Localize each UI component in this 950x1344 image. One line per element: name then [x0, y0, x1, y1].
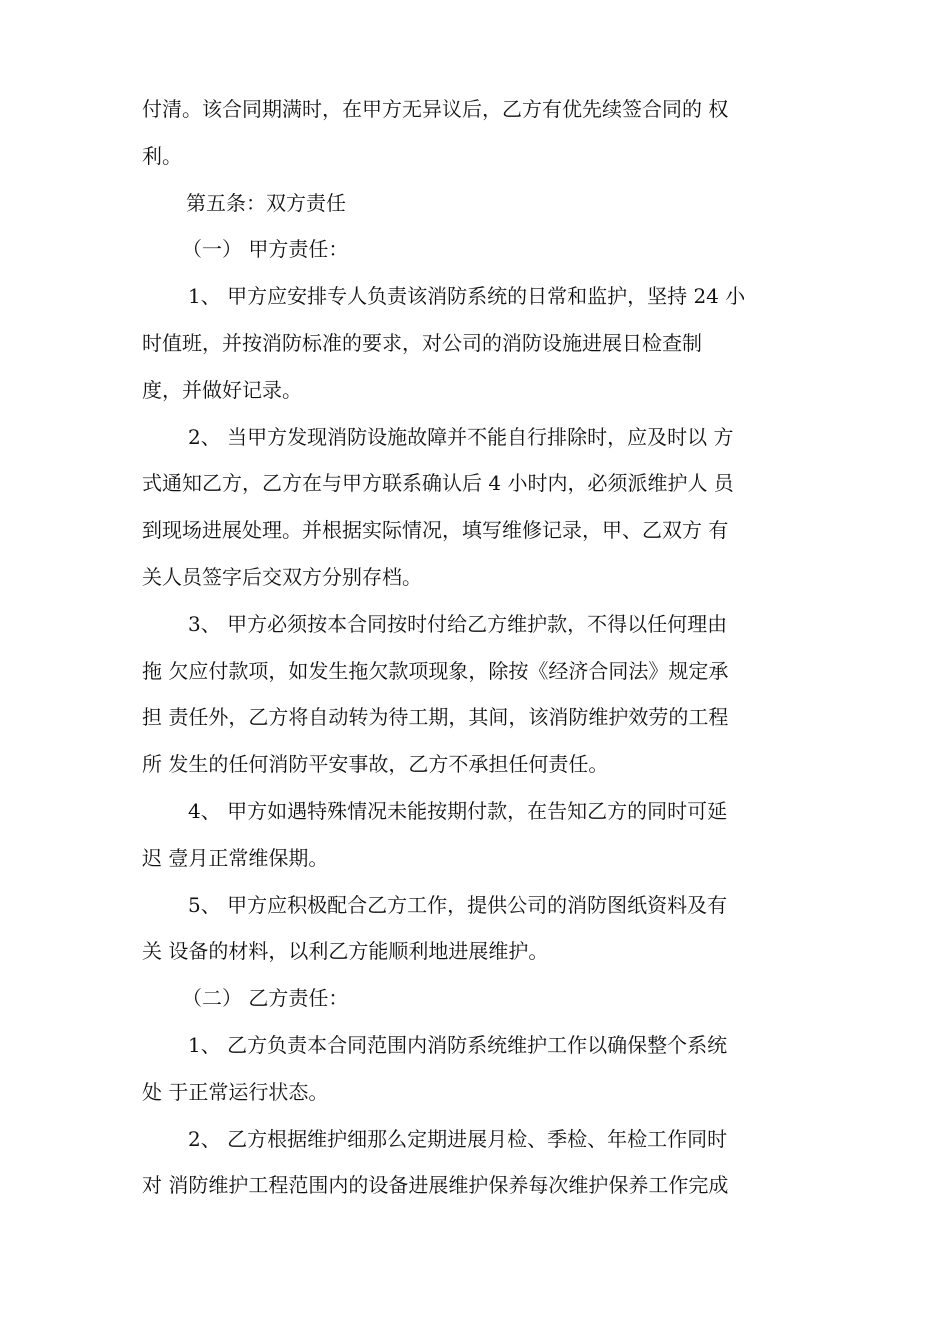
text-line: 2、 当甲方发现消防设施故障并不能自行排除时，应及时以 方 — [188, 424, 734, 449]
text-line: 担 责任外，乙方将自动转为待工期，其间，该消防维护效劳的工程 — [142, 705, 729, 730]
text-line: 到现场进展处理。并根据实际情况，填写维修记录，甲、乙双方 有 — [142, 518, 729, 543]
section-heading: 第五条：双方责任 — [186, 190, 346, 215]
text-line: 3、 甲方必须按本合同按时付给乙方维护款，不得以任何理由 — [188, 611, 728, 636]
text-line: 迟 壹月正常维保期。 — [142, 845, 329, 870]
text-line: 对 消防维护工程范围内的设备进展维护保养每次维护保养工作完成 — [142, 1173, 729, 1198]
text-line: 拖 欠应付款项，如发生拖欠款项现象，除按《经济合同法》规定承 — [142, 658, 729, 683]
text-line: 1、 乙方负责本合同范围内消防系统维护工作以确保整个系统 — [188, 1032, 728, 1057]
text-line: 关 设备的材料，以利乙方能顺利地进展维护。 — [142, 939, 549, 964]
text-line: 1、 甲方应安排专人负责该消防系统的日常和监护，坚持 24 小 — [188, 284, 746, 309]
document-body — [142, 86, 810, 1209]
text-line: 度，并做好记录。 — [142, 377, 302, 402]
text-line: 利。 — [142, 143, 182, 168]
text-line: 4、 甲方如遇特殊情况未能按期付款，在告知乙方的同时可延 — [188, 798, 728, 823]
text-line: 处 于正常运行状态。 — [142, 1079, 329, 1104]
text-line: 所 发生的任何消防平安事故，乙方不承担任何责任。 — [142, 752, 609, 777]
text-line: 时值班，并按消防标准的要求，对公司的消防设施进展日检查制 — [142, 330, 702, 355]
text-line: 2、 乙方根据维护细那么定期进展月检、季检、年检工作同时 — [188, 1126, 728, 1151]
text-line: 付清。该合同期满时，在甲方无异议后，乙方有优先续签合同的 权 — [142, 97, 729, 121]
text-line: 关人员签字后交双方分别存档。 — [142, 564, 422, 589]
text-line: 5、 甲方应积极配合乙方工作，提供公司的消防图纸资料及有 — [188, 892, 728, 917]
text-line: 式通知乙方，乙方在与甲方联系确认后 4 小时内，必须派维护人 员 — [142, 471, 734, 496]
subsection-heading: （二） 乙方责任： — [182, 986, 349, 1011]
subsection-heading: （一） 甲方责任： — [182, 237, 349, 262]
